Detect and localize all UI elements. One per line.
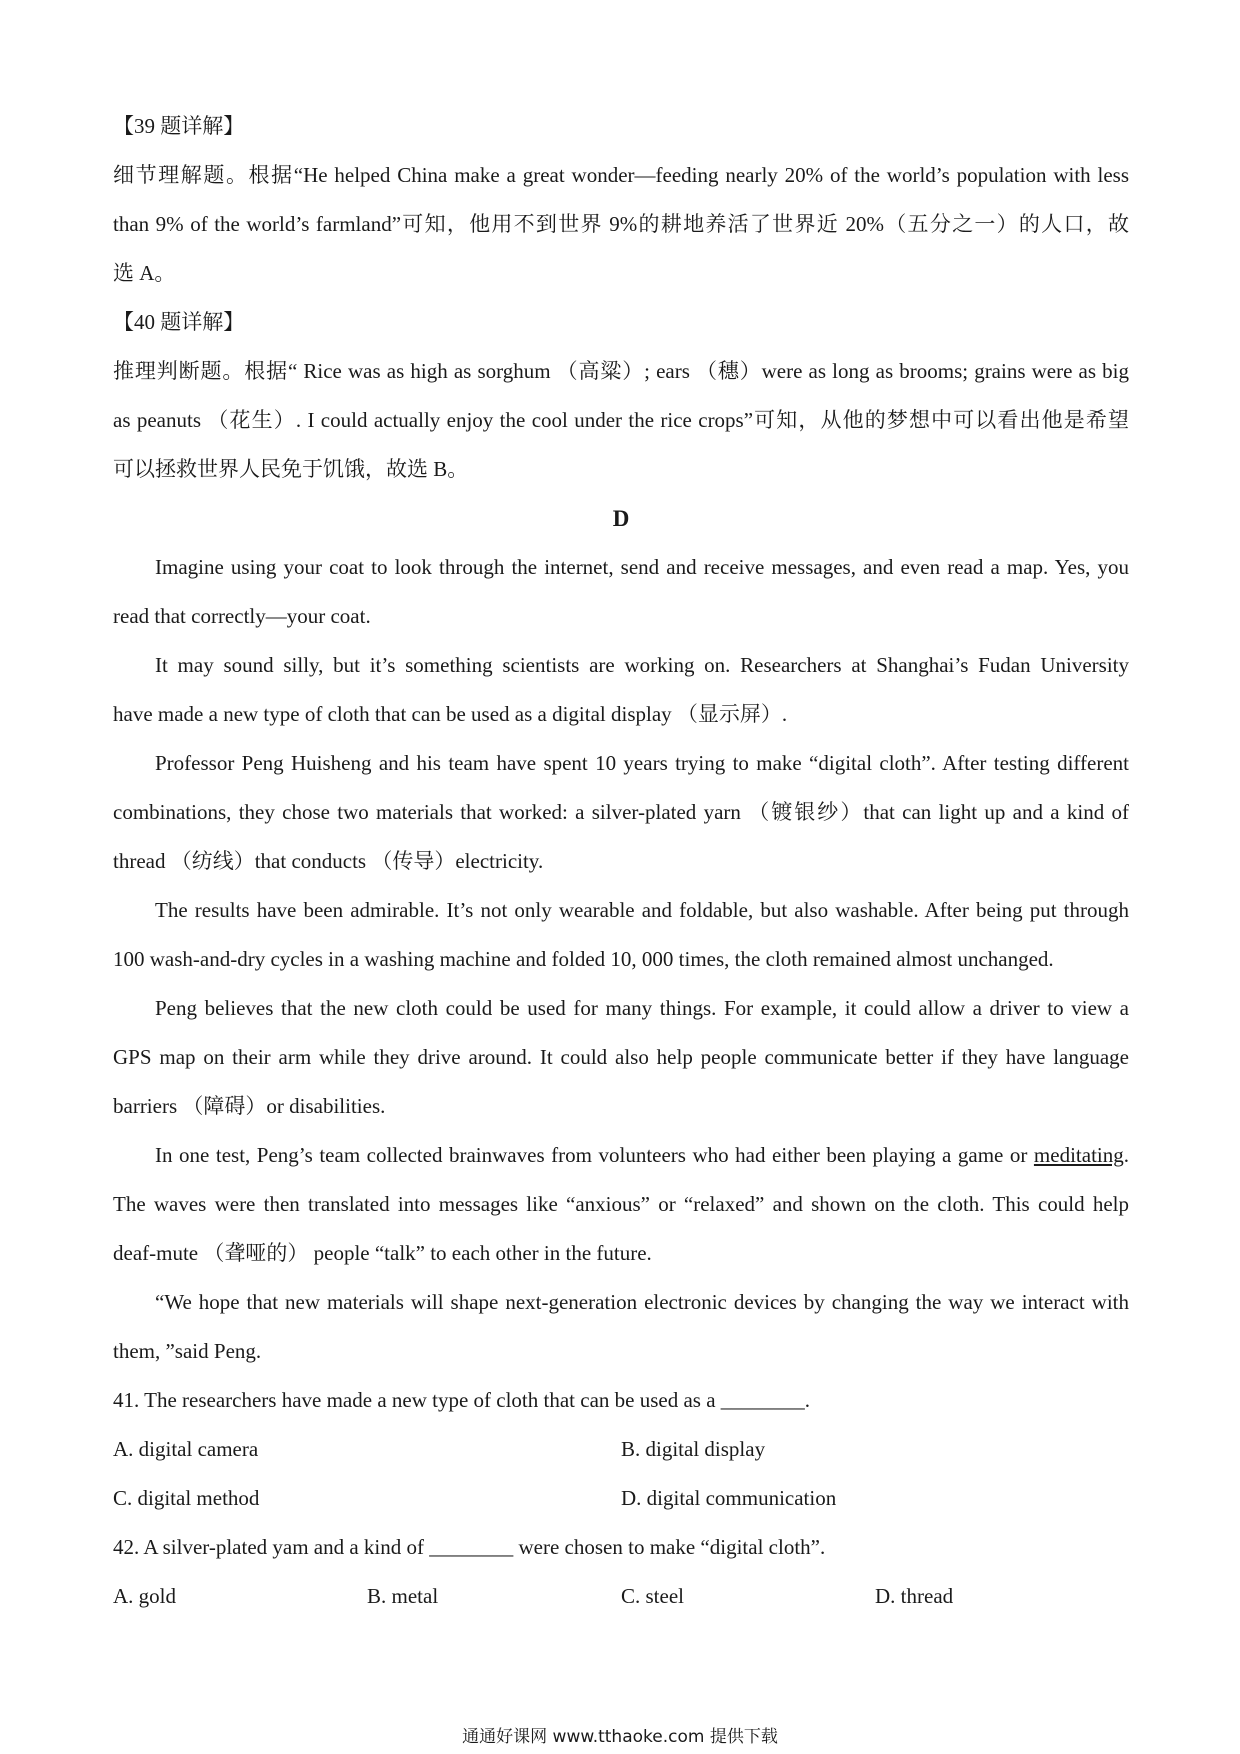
page-footer: 通通好课网 www.tthaoke.com 提供下载: [462, 1727, 778, 1747]
passage-p4-line-1: The results have been admirable. It’s not only wearable and foldable, but also washable. After being put through: [155, 898, 1129, 922]
passage-p2-line-1: It may sound silly, but it’s something scientists are working on. Researchers at Shanghai’s Fudan University: [155, 653, 1129, 677]
passage-p5-line-3: barriers （障碍）or disabilities.: [113, 1094, 386, 1118]
passage-title: D: [612, 506, 630, 531]
q40-line-3: 可以拯救世界人民免于饥饿，故选 B。: [113, 457, 469, 481]
passage-p6-line-1: [113, 1131, 1129, 1180]
underlined-word-meditating: meditating: [1033, 1143, 1124, 1167]
q39-heading: 【39 题详解】: [113, 114, 245, 138]
q41-options: [113, 1425, 1129, 1523]
passage-p3-line-3: thread （纺线）that conducts （传导）electricity.: [113, 849, 544, 873]
q42-options: [113, 1572, 1129, 1621]
q42-stem: 42. A silver-plated yam and a kind of ________ were chosen to make “digital cloth”.: [113, 1535, 826, 1559]
q41-stem: 41. The researchers have made a new type of cloth that can be used as a ________.: [113, 1388, 811, 1412]
passage-p4-line-2: 100 wash-and-dry cycles in a washing machine and folded 10, 000 times, the cloth remained almost unchanged.: [113, 947, 1054, 971]
q41-option-c: C. digital method: [113, 1486, 260, 1510]
passage-p5-line-1: Peng believes that the new cloth could be used for many things. For example, it could allow a driver to view a: [155, 996, 1129, 1020]
passage-p6-line-2: The waves were then translated into messages like “anxious” or “relaxed” and shown on the cloth. This could help: [113, 1192, 1129, 1216]
passage-p3-line-2: combinations, they chose two materials that worked: a silver-plated yarn （镀银纱）that can light up and a kind of: [113, 800, 1129, 824]
q40-heading: 【40 题详解】: [113, 310, 245, 334]
q42-option-c: C. steel: [621, 1584, 684, 1608]
q39-line-1: 细节理解题。根据“He helped China make a great wonder—feeding nearly 20% of the world’s population with less: [113, 163, 1129, 187]
passage-p1-line-1: Imagine using your coat to look through the internet, send and receive messages, and even read a map. Yes, you: [155, 555, 1129, 579]
q40-line-2: as peanuts （花生）. I could actually enjoy the cool under the rice crops”可知，从他的梦想中可以看出他是希望: [113, 408, 1129, 432]
q42-option-b: B. metal: [367, 1584, 439, 1608]
q39-line-3: 选 A。: [113, 261, 176, 285]
passage-p2-line-2: have made a new type of cloth that can be used as a digital display （显示屏）.: [113, 702, 788, 726]
passage-p7-line-2: them, ”said Peng.: [113, 1339, 262, 1363]
q41-option-d: D. digital communication: [621, 1486, 837, 1510]
passage-p1-line-2: read that correctly—your coat.: [113, 604, 371, 628]
passage-p3-line-1: Professor Peng Huisheng and his team have spent 10 years trying to make “digital cloth”. After testing different: [155, 751, 1129, 775]
passage-p6-line-1-end: .: [1123, 1143, 1129, 1167]
passage-p7-line-1: “We hope that new materials will shape next-generation electronic devices by changing the way we interact with: [155, 1290, 1129, 1314]
q41-option-b: B. digital display: [621, 1437, 766, 1461]
passage-p6-line-1-text: In one test, Peng’s team collected brainwaves from volunteers who had either been playing a game or: [155, 1143, 1034, 1167]
passage-p5-line-2: GPS map on their arm while they drive around. It could also help people communicate better if they have language: [113, 1045, 1129, 1069]
q42-option-d: D. thread: [875, 1584, 954, 1608]
passage-p6-line-3: deaf-mute （聋哑的） people “talk” to each other in the future.: [113, 1241, 652, 1265]
q40-line-1: 推理判断题。根据“ Rice was as high as sorghum （高粱）; ears （穗）were as long as brooms; grains were as big: [113, 359, 1129, 383]
q42-option-a: A. gold: [113, 1584, 176, 1608]
document-page: [113, 102, 1129, 1621]
q39-line-2: than 9% of the world’s farmland”可知，他用不到世界 9%的耕地养活了世界近 20%（五分之一）的人口，故: [113, 212, 1129, 236]
q41-option-a: A. digital camera: [113, 1437, 259, 1461]
